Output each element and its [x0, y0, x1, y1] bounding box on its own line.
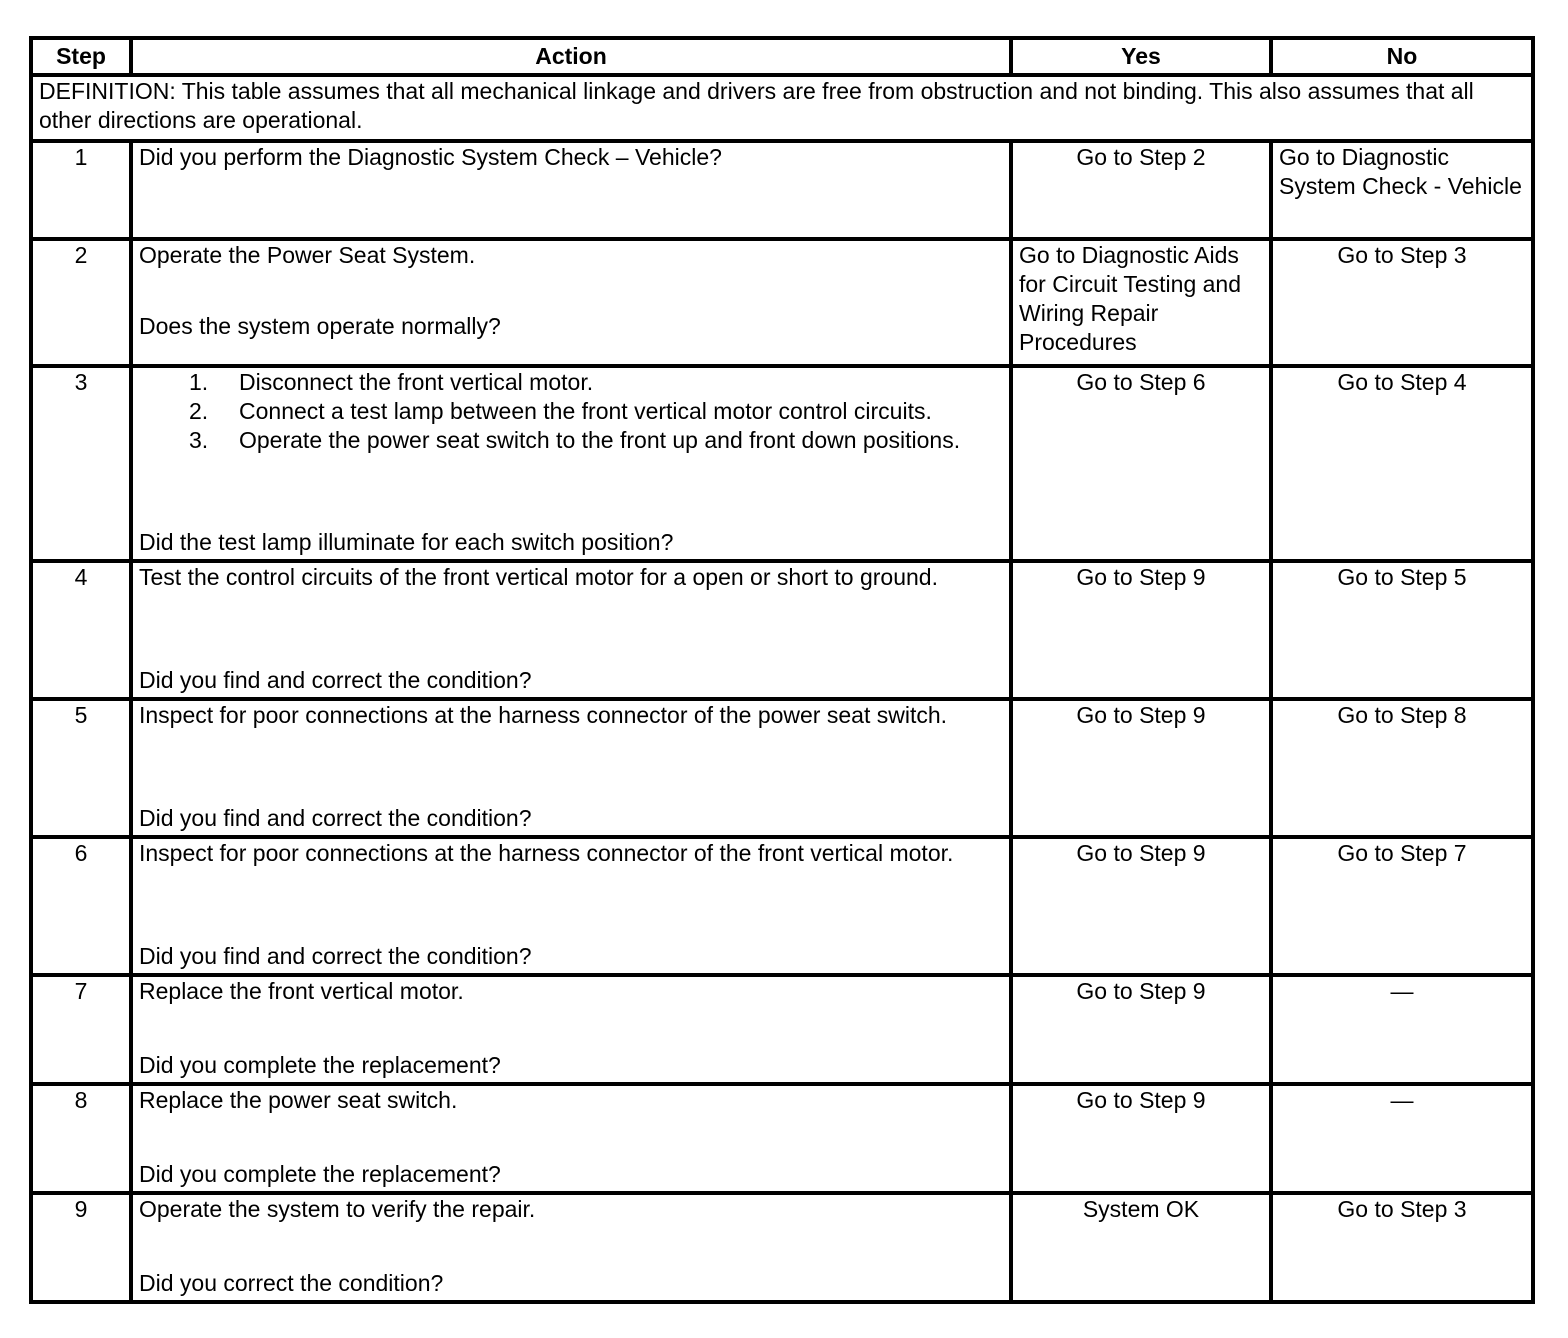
table-row [31, 975, 1533, 1084]
yes-cell: Go to Step 9 [1011, 837, 1271, 975]
action-cell [131, 1193, 1011, 1302]
action-cell [131, 837, 1011, 975]
no-cell: Go to Step 7 [1271, 837, 1533, 975]
yes-cell: Go to Step 6 [1011, 366, 1271, 561]
no-cell: Go to Step 5 [1271, 561, 1533, 699]
list-item-number: 3. [189, 427, 209, 453]
yes-cell: Go to Step 9 [1011, 699, 1271, 837]
table-row [31, 699, 1533, 837]
table-row [31, 1084, 1533, 1193]
table-row [31, 1193, 1533, 1302]
action-cell [131, 561, 1011, 699]
list-item [139, 426, 1003, 455]
action-text: Operate the Power Seat System. [139, 242, 476, 268]
no-cell: — [1271, 975, 1533, 1084]
diagnostic-table [29, 36, 1535, 1304]
yes-cell: System OK [1011, 1193, 1271, 1302]
list-item-number: 2. [189, 398, 209, 424]
action-question: Did you complete the replacement? [139, 1052, 501, 1078]
yes-cell: Go to Step 2 [1011, 141, 1271, 239]
action-text: Replace the front vertical motor. [139, 978, 464, 1004]
action-text: Inspect for poor connections at the harness connector of the front vertical motor. [139, 840, 954, 866]
action-cell [131, 239, 1011, 366]
action-step-list [139, 368, 1003, 455]
action-question: Does the system operate normally? [139, 313, 501, 339]
list-item-number: 1. [189, 369, 209, 395]
action-cell [131, 975, 1011, 1084]
action-text: Inspect for poor connections at the harness connector of the power seat switch. [139, 702, 948, 728]
action-question: Did you find and correct the condition? [139, 943, 532, 969]
action-text: Replace the power seat switch. [139, 1087, 458, 1113]
no-cell: Go to Step 3 [1271, 1193, 1533, 1302]
step-number: 3 [31, 366, 131, 561]
header-no: No [1271, 38, 1533, 75]
yes-cell: Go to Step 9 [1011, 975, 1271, 1084]
step-number: 1 [31, 141, 131, 239]
no-cell: Go to Step 8 [1271, 699, 1533, 837]
header-step: Step [31, 38, 131, 75]
list-item-text: Connect a test lamp between the front vertical motor control circuits. [239, 398, 932, 424]
table-row [31, 837, 1533, 975]
table-row [31, 239, 1533, 366]
action-question: Did the test lamp illuminate for each switch position? [139, 529, 674, 555]
no-cell: Go to Step 3 [1271, 239, 1533, 366]
step-number: 9 [31, 1193, 131, 1302]
step-number: 2 [31, 239, 131, 366]
step-number: 6 [31, 837, 131, 975]
no-cell: — [1271, 1084, 1533, 1193]
action-text: Test the control circuits of the front vertical motor for a open or short to ground. [139, 564, 938, 590]
no-cell: Go to Step 4 [1271, 366, 1533, 561]
action-question: Did you complete the replacement? [139, 1161, 501, 1187]
yes-cell: Go to Step 9 [1011, 1084, 1271, 1193]
action-question: Did you find and correct the condition? [139, 805, 532, 831]
action-question: Did you correct the condition? [139, 1270, 444, 1296]
definition-row [31, 75, 1533, 141]
action-cell [131, 366, 1011, 561]
definition-text: DEFINITION: This table assumes that all mechanical linkage and drivers are free from obstruction and not binding. This also assumes that all other directions are operational. [31, 75, 1533, 141]
yes-cell: Go to Step 9 [1011, 561, 1271, 699]
list-item [139, 368, 1003, 397]
action-cell [131, 699, 1011, 837]
step-number: 4 [31, 561, 131, 699]
action-cell [131, 141, 1011, 239]
list-item-text: Operate the power seat switch to the front up and front down positions. [239, 427, 961, 453]
step-number: 8 [31, 1084, 131, 1193]
header-action: Action [131, 38, 1011, 75]
table-row [31, 561, 1533, 699]
step-number: 7 [31, 975, 131, 1084]
header-yes: Yes [1011, 38, 1271, 75]
yes-cell: Go to Diagnostic Aids for Circuit Testing and Wiring Repair Procedures [1011, 239, 1271, 366]
action-text: Did you perform the Diagnostic System Check – Vehicle? [139, 144, 722, 170]
no-cell: Go to Diagnostic System Check - Vehicle [1271, 141, 1533, 239]
list-item-text: Disconnect the front vertical motor. [239, 369, 594, 395]
action-cell [131, 1084, 1011, 1193]
action-question: Did you find and correct the condition? [139, 667, 532, 693]
header-row [31, 38, 1533, 75]
list-item [139, 397, 1003, 426]
table-row [31, 141, 1533, 239]
table-row [31, 366, 1533, 561]
step-number: 5 [31, 699, 131, 837]
action-text: Operate the system to verify the repair. [139, 1196, 536, 1222]
